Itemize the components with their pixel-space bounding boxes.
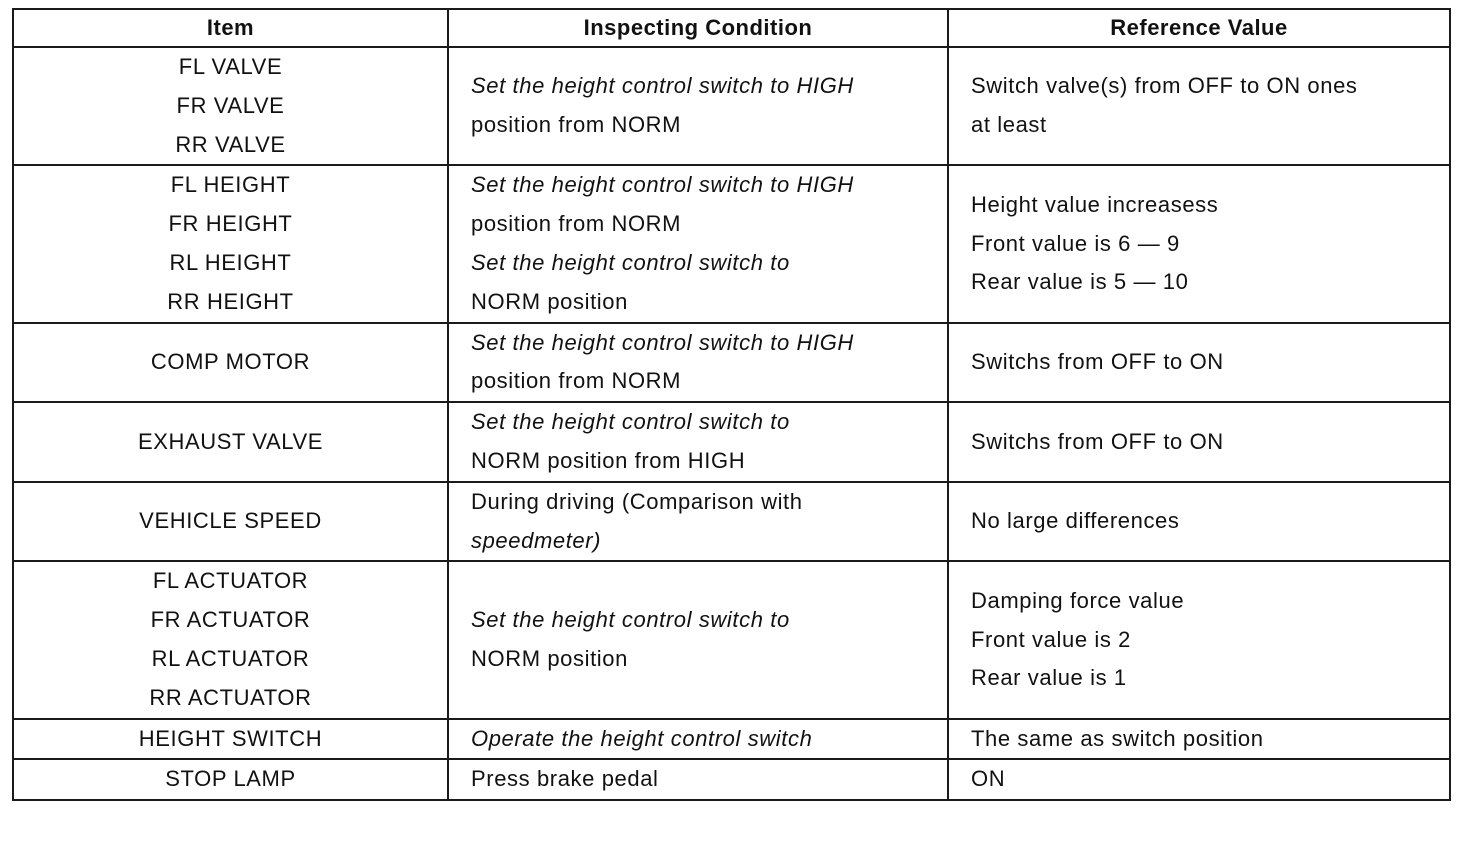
condition-text: Press brake pedal — [471, 766, 659, 792]
item-name: HEIGHT SWITCH — [138, 725, 323, 751]
reference-cell — [948, 482, 1450, 562]
reference-text: Front value is 2 — [971, 626, 1132, 652]
inspection-sheet — [12, 8, 1451, 801]
inspection-table — [12, 8, 1451, 801]
item-name: COMP MOTOR — [150, 348, 311, 374]
item-cell — [13, 759, 448, 800]
item-name: FL ACTUATOR — [152, 568, 309, 594]
table-row — [13, 561, 1450, 718]
item-name: RR VALVE — [175, 131, 286, 157]
table-row — [13, 482, 1450, 562]
item-name: FL VALVE — [178, 54, 283, 79]
header-inspecting-condition: Inspecting Condition — [448, 9, 948, 47]
reference-cell — [948, 323, 1450, 403]
table-row — [13, 759, 1450, 800]
condition-cell — [448, 561, 948, 718]
item-name: EXHAUST VALVE — [137, 428, 324, 454]
condition-cell — [448, 402, 948, 482]
reference-text: No large differences — [971, 508, 1180, 534]
table-row — [13, 323, 1450, 403]
reference-text: Switch valve(s) from OFF to ON ones — [971, 73, 1358, 99]
item-name: VEHICLE SPEED — [139, 508, 322, 534]
reference-text: Front value is 6 — 9 — [971, 230, 1180, 256]
condition-cell — [448, 482, 948, 562]
condition-text: Set the height control switch to HIGH — [471, 73, 854, 99]
reference-text: Switchs from OFF to ON — [971, 428, 1224, 454]
condition-text: Set the height control switch to HIGH — [471, 329, 854, 355]
item-cell — [13, 323, 448, 403]
table-row — [13, 165, 1450, 322]
item-cell — [13, 561, 448, 718]
item-name: STOP LAMP — [165, 766, 296, 792]
reference-cell — [948, 165, 1450, 322]
reference-text: ON — [971, 766, 1006, 792]
table-row — [13, 719, 1450, 760]
reference-text: Height value increasess — [971, 191, 1219, 217]
condition-text: NORM position — [471, 645, 628, 671]
table-row — [13, 402, 1450, 482]
item-name: FR ACTUATOR — [150, 607, 311, 633]
header-item: Item — [13, 9, 448, 47]
condition-text: position from NORM — [471, 368, 682, 394]
condition-text: position from NORM — [471, 211, 682, 237]
item-cell — [13, 719, 448, 760]
reference-cell — [948, 759, 1450, 800]
item-name: RL ACTUATOR — [151, 645, 310, 671]
reference-text: Damping force value — [971, 587, 1185, 613]
condition-cell — [448, 323, 948, 403]
reference-text: Rear value is 1 — [971, 665, 1127, 691]
item-name: FR VALVE — [176, 92, 285, 118]
condition-cell — [448, 759, 948, 800]
item-cell — [13, 482, 448, 562]
condition-text: Set the height control switch to HIGH — [471, 172, 854, 198]
condition-cell — [448, 719, 948, 760]
condition-text: NORM position from HIGH — [471, 447, 746, 473]
reference-cell — [948, 719, 1450, 760]
condition-text: NORM position — [471, 288, 628, 314]
condition-text: Set the height control switch to — [471, 607, 790, 633]
table-header-row — [13, 9, 1450, 47]
item-name: RL HEIGHT — [169, 249, 292, 275]
header-reference-value: Reference Value — [948, 9, 1450, 47]
condition-text: Set the height control switch to — [471, 409, 790, 435]
item-name: RR ACTUATOR — [149, 684, 312, 710]
reference-text: The same as switch position — [971, 725, 1264, 751]
condition-cell — [448, 165, 948, 322]
table-row — [13, 47, 1450, 165]
condition-text: position from NORM — [471, 112, 682, 138]
reference-cell — [948, 47, 1450, 165]
condition-text: speedmeter) — [471, 527, 602, 553]
item-cell — [13, 47, 448, 165]
condition-cell — [448, 47, 948, 165]
reference-text: Switchs from OFF to ON — [971, 348, 1224, 374]
item-cell — [13, 402, 448, 482]
condition-text: Operate the height control switch — [471, 725, 813, 751]
condition-text: Set the height control switch to — [471, 249, 790, 275]
reference-cell — [948, 402, 1450, 482]
item-cell — [13, 165, 448, 322]
reference-cell — [948, 561, 1450, 718]
reference-text: Rear value is 5 — 10 — [971, 269, 1189, 295]
condition-text: During driving (Comparison with — [471, 488, 803, 514]
item-name: FL HEIGHT — [170, 172, 291, 198]
item-name: FR HEIGHT — [168, 211, 293, 237]
reference-text: at least — [971, 112, 1047, 138]
item-name: RR HEIGHT — [167, 288, 294, 314]
